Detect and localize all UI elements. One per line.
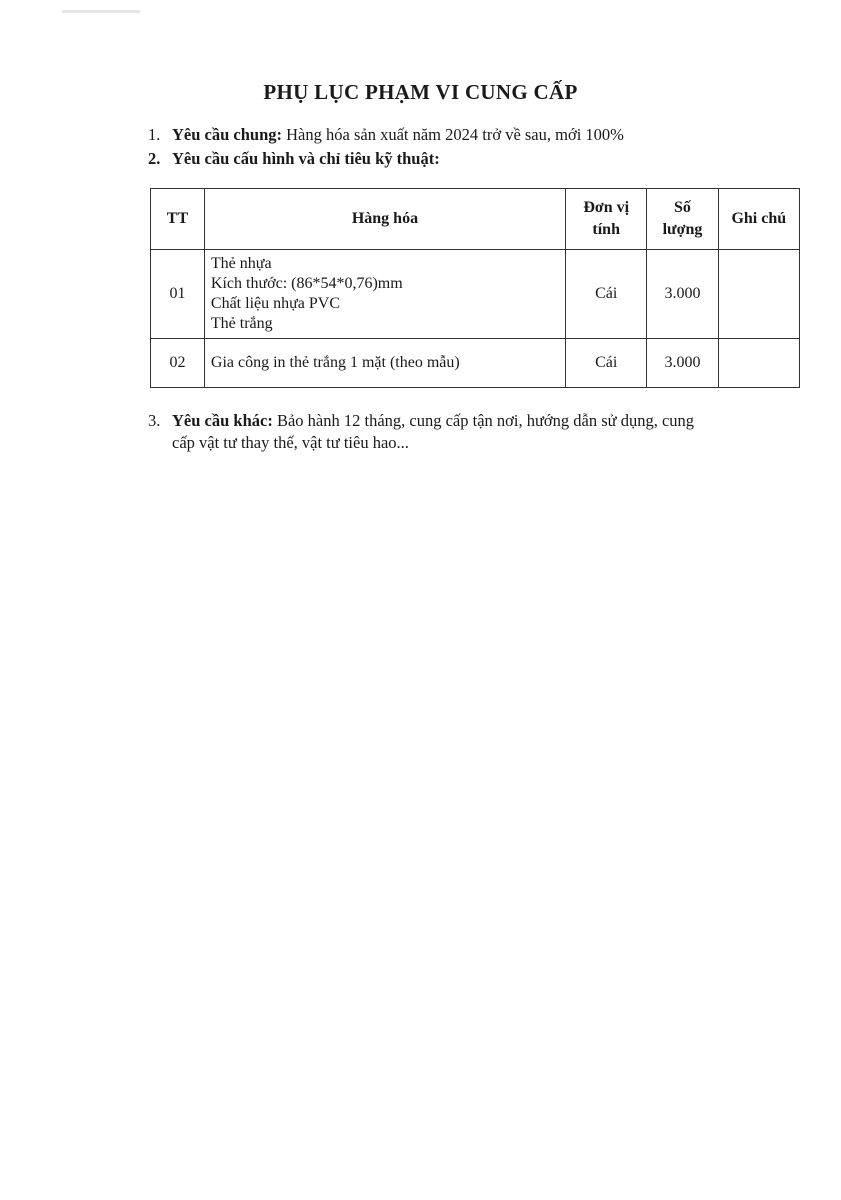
item-number: 1.	[148, 125, 161, 144]
cell-quantity: 3.000	[647, 339, 718, 388]
header-quantity	[647, 189, 718, 250]
goods-line: Thẻ nhựa	[210, 255, 272, 272]
goods-line: Gia công in thẻ trắng 1 mặt (theo mẫu)	[210, 354, 460, 371]
goods-line: Thẻ trắng	[210, 315, 273, 332]
table-header-row	[151, 189, 800, 250]
cell-unit: Cái	[566, 339, 647, 388]
header-unit-line: Đơn vị	[583, 199, 630, 216]
cell-note	[718, 339, 799, 388]
requirement-label: Yêu cầu khác:	[172, 411, 273, 430]
requirement-label: Yêu cầu cấu hình và chỉ tiêu kỹ thuật:	[172, 149, 440, 168]
cell-quantity: 3.000	[647, 250, 718, 339]
document-title: PHỤ LỤC PHẠM VI CUNG CẤP	[263, 80, 578, 104]
general-requirement	[148, 124, 624, 146]
goods-line: Kích thước: (86*54*0,76)mm	[210, 275, 403, 292]
item-number: 3.	[148, 411, 161, 430]
table-row	[151, 250, 800, 339]
item-number: 2.	[148, 149, 161, 168]
requirement-text: Hàng hóa sản xuất năm 2024 trở về sau, mới 100%	[282, 125, 624, 144]
other-requirement	[148, 410, 788, 454]
header-goods: Hàng hóa	[204, 189, 565, 250]
cell-goods	[204, 250, 565, 339]
cell-tt: 01	[151, 250, 205, 339]
cell-unit: Cái	[566, 250, 647, 339]
header-tt: TT	[151, 189, 205, 250]
cell-note	[718, 250, 799, 339]
requirement-label: Yêu cầu chung:	[172, 125, 283, 144]
scan-artifact	[62, 10, 140, 13]
table-row	[151, 339, 800, 388]
header-unit	[566, 189, 647, 250]
header-quantity-line: lượng	[662, 221, 703, 238]
requirement-text: Bảo hành 12 tháng, cung cấp tận nơi, hướng dẫn sử dụng, cung	[272, 411, 695, 430]
technical-requirement	[148, 148, 440, 170]
goods-line: Chất liệu nhựa PVC	[210, 295, 341, 312]
header-note: Ghi chú	[718, 189, 799, 250]
header-quantity-line: Số	[674, 199, 691, 216]
supply-table	[150, 188, 800, 388]
header-unit-line: tính	[592, 221, 620, 238]
cell-tt: 02	[151, 339, 205, 388]
requirement-text-continued: cấp vật tư thay thế, vật tư tiêu hao...	[172, 433, 409, 452]
cell-goods	[204, 339, 565, 388]
